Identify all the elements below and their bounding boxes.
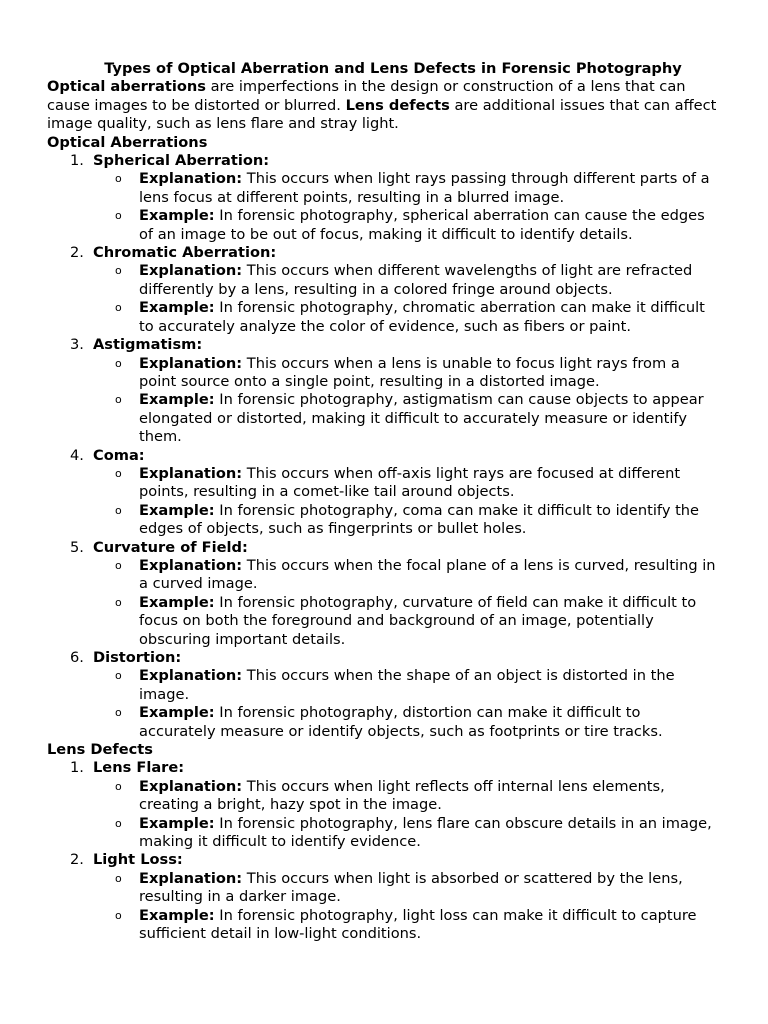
explanation-text: This occurs when different wavelengths of light are refracted differently by a lens, resulting in a colored fringe around objects. (139, 262, 693, 298)
example-text: In forensic photography, lens flare can obscure details in an image, making it difficult to identify evidence. (139, 814, 712, 851)
explanation-label: Explanation: (139, 777, 243, 795)
list-item-number: 2. (70, 244, 84, 262)
explanation-label: Explanation: (139, 262, 243, 280)
example-subitem (47, 815, 727, 852)
example-label: Example: (139, 299, 215, 317)
explanation-text: This occurs when the shape of an object is distorted in the image. (139, 667, 675, 703)
intro-text-2: are additional issues that can affect image quality, such as lens flare and stray light. (47, 96, 717, 133)
bullet-icon: o (115, 393, 122, 407)
list-item-number: 1. (70, 759, 84, 777)
list-item-title: Curvature of Field: (93, 538, 248, 556)
list-item-number: 2. (70, 851, 84, 869)
example-text: In forensic photography, light loss can make it difficult to capture sufficient detail in low-light conditions. (139, 906, 697, 943)
list-item-number: 5. (70, 538, 84, 556)
example-text: In forensic photography, chromatic aberration can make it difficult to accurately analyze the color of evidence, such as fibers or paint. (139, 299, 705, 335)
section-heading: Lens Defects (47, 741, 153, 759)
explanation-subitem (47, 465, 727, 502)
explanation-subitem (47, 778, 727, 815)
list-item-title: Light Loss: (93, 851, 183, 869)
example-subitem (47, 594, 727, 649)
example-subitem (47, 207, 727, 244)
bullet-icon: o (115, 209, 122, 223)
bullet-icon: o (115, 172, 122, 186)
list-item-title: Astigmatism: (93, 336, 203, 354)
bullet-icon: o (115, 558, 122, 572)
example-text: In forensic photography, spherical aberration can cause the edges of an image to be out of focus, making it difficult to identify details. (139, 207, 705, 243)
explanation-label: Explanation: (139, 354, 243, 372)
explanation-label: Explanation: (139, 464, 243, 482)
bullet-icon: o (115, 264, 122, 278)
explanation-label: Explanation: (139, 667, 243, 685)
list-item-title: Spherical Aberration: (93, 152, 270, 170)
list-item (47, 447, 727, 465)
example-label: Example: (139, 593, 215, 611)
list-item (47, 152, 727, 170)
bullet-icon: o (115, 301, 122, 315)
list-item-number: 4. (70, 446, 84, 464)
list-item-number: 3. (70, 336, 84, 354)
list-item (47, 244, 727, 262)
bullet-icon: o (115, 871, 122, 885)
list-item-title: Chromatic Aberration: (93, 244, 277, 262)
bullet-icon: o (115, 816, 122, 830)
bullet-icon: o (115, 908, 122, 922)
list-item-title: Lens Flare: (93, 759, 185, 777)
explanation-subitem (47, 870, 727, 907)
list-item-number: 6. (70, 649, 84, 666)
example-label: Example: (139, 501, 215, 519)
example-text: In forensic photography, coma can make it difficult to identify the edges of objects, such as fingerprints or bullet holes. (139, 501, 700, 538)
document-page (47, 60, 727, 944)
intro-term-optical-aberrations: Optical aberrations (47, 78, 206, 96)
explanation-label: Explanation: (139, 556, 243, 574)
bullet-icon: o (115, 595, 122, 609)
list-item (47, 851, 727, 869)
example-subitem (47, 907, 727, 944)
section-heading: Optical Aberrations (47, 133, 208, 151)
explanation-text: This occurs when a lens is unable to focus light rays from a point source onto a single point, resulting in a distorted image. (139, 354, 680, 390)
document-title: Types of Optical Aberration and Lens Defects in Forensic Photography (104, 60, 682, 77)
explanation-subitem (47, 170, 727, 207)
explanation-subitem (47, 667, 727, 704)
example-subitem (47, 391, 727, 446)
explanation-subitem (47, 355, 727, 392)
explanation-text: This occurs when light is absorbed or scattered by the lens, resulting in a darker image. (139, 869, 683, 906)
explanation-text: This occurs when the focal plane of a lens is curved, resulting in a curved image. (139, 556, 716, 593)
example-subitem (47, 704, 727, 741)
intro-term-lens-defects: Lens defects (345, 96, 450, 114)
explanation-text: This occurs when off-axis light rays are focused at different points, resulting in a comet-like tail around objects. (139, 464, 681, 501)
list-item-title: Coma: (93, 446, 145, 464)
list-item (47, 539, 727, 557)
example-label: Example: (139, 207, 215, 225)
list-item (47, 759, 727, 777)
explanation-text: This occurs when light rays passing through different parts of a lens focus at different points, resulting in a blurred image. (139, 170, 710, 206)
example-text: In forensic photography, distortion can make it difficult to accurately measure or identify objects, such as footprints or tire tracks. (139, 704, 663, 740)
example-label: Example: (139, 704, 215, 722)
bullet-icon: o (115, 706, 122, 720)
bullet-icon: o (115, 466, 122, 480)
example-label: Example: (139, 814, 215, 832)
explanation-subitem (47, 262, 727, 299)
sections-container (47, 134, 727, 944)
explanation-label: Explanation: (139, 869, 243, 887)
intro-text-1: are imperfections in the design or construction of a lens that can cause images to be distorted or blurred. (47, 78, 686, 114)
explanation-subitem (47, 557, 727, 594)
example-text: In forensic photography, curvature of field can make it difficult to focus on both the foreground and background of an image, potentially obscuring important details. (139, 593, 697, 648)
bullet-icon: o (115, 356, 122, 370)
explanation-text: This occurs when light reflects off internal lens elements, creating a bright, hazy spot in the image. (139, 777, 665, 814)
example-label: Example: (139, 391, 215, 409)
intro-paragraph (47, 78, 727, 133)
list-item (47, 336, 727, 354)
example-subitem (47, 502, 727, 539)
bullet-icon: o (115, 669, 122, 683)
example-subitem (47, 299, 727, 336)
explanation-label: Explanation: (139, 170, 243, 188)
bullet-icon: o (115, 503, 122, 517)
list-item-number: 1. (70, 152, 84, 170)
bullet-icon: o (115, 779, 122, 793)
example-text: In forensic photography, astigmatism can cause objects to appear elongated or distorted, making it difficult to accurately measure or identify them. (139, 391, 704, 446)
list-item-title: Distortion: (93, 649, 182, 666)
list-item (47, 649, 727, 667)
example-label: Example: (139, 906, 215, 924)
